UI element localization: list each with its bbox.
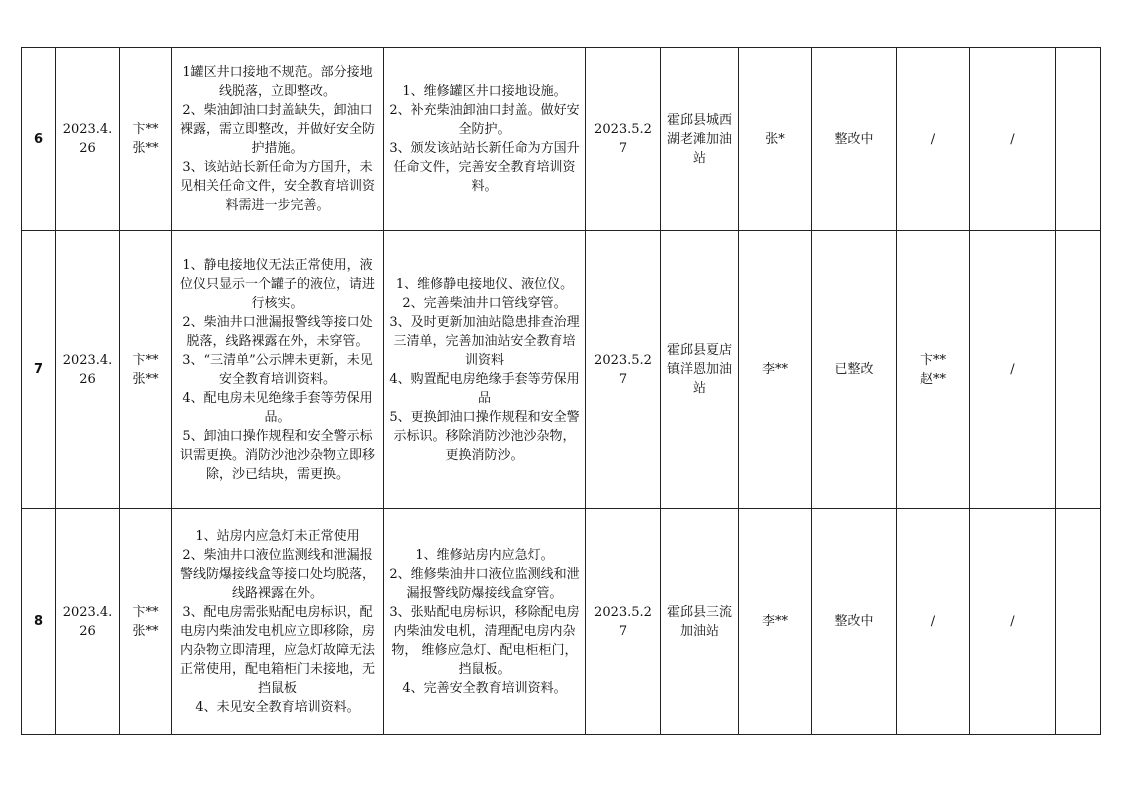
problems-list: [172, 48, 384, 231]
measures-list: [384, 231, 586, 509]
problem-item: 1、静电接地仪无法正常使用，液位仪只显示一个罐子的液位，请进行核实。: [179, 257, 375, 311]
measure-item: 3、颁发该站站长新任命为方国升任命文件，完善安全教育培训资料。: [389, 141, 580, 194]
remark: /: [970, 48, 1056, 231]
row-number: 7: [22, 231, 56, 509]
measures-list: [384, 509, 586, 735]
rectification-status: 整改中: [812, 509, 897, 735]
measure-item: 3、及时更新加油站隐患排查治理三清单，完善加油站安全教育培训资料: [389, 314, 580, 368]
reviewer-name: 赵**: [919, 371, 946, 387]
station-unit: 霍邱县夏店镇洋恩加油站: [661, 231, 739, 509]
inspectors: [120, 48, 172, 231]
problem-item: 3、配电房需张贴配电房标识，配电房内柴油发电机应立即移除，房内杂物立即清理，应急灯故障无法正常使用，配电箱柜门未接地，无挡鼠板: [179, 604, 375, 696]
rectification-status: 已整改: [812, 231, 897, 509]
problem-item: 3、该站站长新任命为方国升，未见相关任命文件，安全教育培训资料需进一步完善。: [179, 160, 375, 213]
station-unit: 霍邱县三流加油站: [661, 509, 739, 735]
measure-item: 1、维修静电接地仪、液位仪。: [395, 276, 574, 292]
problem-item: 2、柴油井口泄漏报警线等接口处脱落，线路裸露在外，未穿管。: [182, 314, 373, 349]
problem-item: 3、“三清单”公示牌未更新，未见安全教育培训资料。: [182, 352, 373, 387]
rectification-status: 整改中: [812, 48, 897, 231]
deadline: 2023.5.27: [586, 231, 661, 509]
responsible-person: 张*: [739, 48, 812, 231]
deadline: 2023.5.27: [586, 509, 661, 735]
responsible-person: 李**: [739, 509, 812, 735]
inspector-name: 张**: [132, 623, 159, 639]
remark: /: [970, 231, 1056, 509]
row-number: 8: [22, 509, 56, 735]
responsible-person: 李**: [739, 231, 812, 509]
check-date: 2023.4.26: [56, 48, 120, 231]
inspector-name: 张**: [132, 371, 159, 387]
inspector-name: 卞**: [132, 352, 159, 368]
check-date: 2023.4.26: [56, 231, 120, 509]
inspector-name: 卞**: [132, 604, 159, 620]
problem-item: 4、配电房未见绝缘手套等劳保用品。: [182, 390, 373, 425]
measure-item: 4、购置配电房绝缘手套等劳保用品: [389, 371, 580, 406]
reviewer: [897, 48, 970, 231]
table-row: [22, 48, 1101, 231]
measure-item: 1、维修罐区井口接地设施。: [402, 84, 567, 99]
inspector-name: 卞**: [132, 122, 159, 137]
measures-list: [384, 48, 586, 231]
inspector-name: 张**: [132, 141, 159, 156]
deadline: 2023.5.27: [586, 48, 661, 231]
problem-item: 4、未见安全教育培训资料。: [195, 699, 360, 715]
table-row: [22, 231, 1101, 509]
table-body: [22, 48, 1101, 735]
remark: /: [970, 509, 1056, 735]
problem-item: 2、柴油卸油口封盖缺失，卸油口裸露，需立即整改，并做好安全防护措施。: [179, 103, 375, 156]
empty-cell: [1056, 509, 1101, 735]
inspectors: [120, 509, 172, 735]
inspectors: [120, 231, 172, 509]
table-row: [22, 509, 1101, 735]
measure-item: 3、张贴配电房标识，移除配电房内柴油发电机，清理配电房内杂物， 维修应急灯、配电柜柜门，挡鼠板。: [389, 604, 580, 677]
problem-item: 5、卸油口操作规程和安全警示标识需更换。消防沙池沙杂物立即移除，沙已结块，需更换。: [179, 428, 375, 482]
empty-cell: [1056, 231, 1101, 509]
station-unit: 霍邱县城西湖老滩加油站: [661, 48, 739, 231]
measure-item: 4、完善安全教育培训资料。: [402, 680, 567, 696]
measure-item: 1、维修站房内应急灯。: [415, 547, 554, 563]
empty-cell: [1056, 48, 1101, 231]
reviewer-name: /: [930, 614, 936, 629]
check-date: 2023.4.26: [56, 509, 120, 735]
reviewer-name: /: [930, 131, 936, 147]
measure-item: 2、补充柴油卸油口封盖。做好安全防护。: [389, 103, 580, 137]
problem-item: 1、站房内应急灯未正常使用: [195, 528, 360, 544]
problems-list: [172, 231, 384, 509]
measure-item: 2、完善柴油井口管线穿管。: [402, 295, 567, 311]
inspection-table: [21, 47, 1101, 735]
measure-item: 5、更换卸油口操作规程和安全警示标识。移除消防沙池沙杂物，更换消防沙。: [389, 409, 580, 463]
reviewer: [897, 509, 970, 735]
reviewer: [897, 231, 970, 509]
row-number: 6: [22, 48, 56, 231]
measure-item: 2、维修柴油井口液位监测线和泄漏报警线防爆接线盒穿管。: [389, 566, 580, 601]
problem-item: 2、柴油井口液位监测线和泄漏报警线防爆接线盒等接口处均脱落，线路裸露在外。: [179, 547, 375, 601]
reviewer-name: 卞**: [919, 352, 946, 368]
problems-list: [172, 509, 384, 735]
problem-item: 1罐区井口接地不规范。部分接地线脱落，立即整改。: [182, 65, 373, 99]
